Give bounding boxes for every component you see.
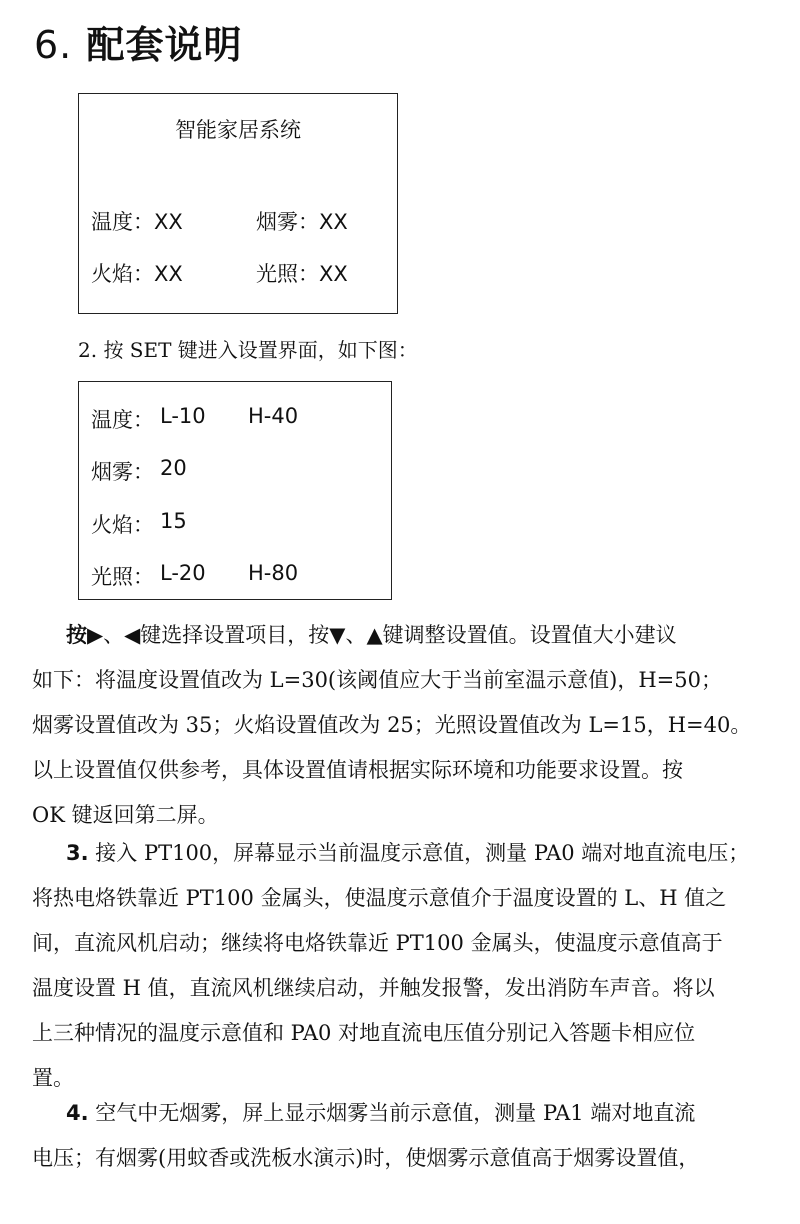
temp-high-value: H-40	[248, 404, 299, 428]
section-heading	[34, 14, 243, 69]
light-readout: 光照：XX	[256, 262, 348, 286]
step-3-paragraph	[32, 831, 772, 1101]
main-screen-diagram	[78, 93, 398, 314]
para3-line2: 电压；有烟雾(用蚊香或洗板水演示)时，使烟雾示意值高于烟雾设置值，	[32, 1146, 700, 1170]
step-3-number: 3.	[66, 841, 89, 865]
settings-caption: 2. 按 SET 键进入设置界面，如下图：	[78, 338, 418, 362]
light-high-value: H-80	[248, 561, 299, 585]
fire-readout: 火焰：XX	[91, 262, 183, 286]
para3-line1: 空气中无烟雾，屏上显示烟雾当前示意值，测量 PA1 端对地直流	[88, 1101, 696, 1125]
temp-readout: 温度：XX	[91, 210, 183, 234]
para2-line5: 上三种情况的温度示意值和 PA0 对地直流电压值分别记入答题卡相应位	[32, 1021, 696, 1045]
system-title: 智能家居系统	[175, 118, 301, 142]
para1-line3: 烟雾设置值改为 35；火焰设置值改为 25；光照设置值改为 L=15，H=40。	[32, 713, 752, 737]
smoke-setting-value: 20	[160, 456, 187, 480]
para2-line3: 间，直流风机启动；继续将电烙铁靠近 PT100 金属头，使温度示意值高于	[32, 931, 723, 955]
fire-setting-value: 15	[160, 509, 187, 533]
para1-line4: 以上设置值仅供参考，具体设置值请根据实际环境和功能要求设置。按	[32, 758, 683, 782]
para2-line4: 温度设置 H 值，直流风机继续启动，并触发报警，发出消防车声音。将以	[32, 976, 715, 1000]
step-4-number: 4.	[66, 1101, 89, 1125]
para1-line2: 如下：将温度设置值改为 L=30(该阈值应大于当前室温示意值)，H=50；	[32, 668, 722, 692]
para2-line1: 接入 PT100，屏幕显示当前温度示意值，测量 PA0 端对地直流电压；	[88, 841, 750, 865]
temp-setting-label: 温度：	[91, 408, 154, 432]
light-low-value: L-20	[160, 561, 206, 585]
para1-line1: ▶、◀键选择设置项目，按▼、▲键调整设置值。设置值大小建议	[87, 623, 677, 647]
fire-setting-label: 火焰：	[91, 513, 154, 537]
settings-instructions	[32, 613, 772, 838]
step-4-paragraph	[32, 1091, 772, 1181]
section-title: 配套说明	[86, 23, 243, 67]
para2-line2: 将热电烙铁靠近 PT100 金属头，使温度示意值介于温度设置的 L、H 值之	[32, 886, 727, 910]
para2-line6: 置。	[32, 1066, 74, 1090]
light-setting-label: 光照：	[91, 565, 154, 589]
settings-screen-diagram	[78, 381, 392, 600]
section-number: 6.	[34, 23, 73, 67]
lead-word: 按	[66, 623, 87, 647]
smoke-setting-label: 烟雾：	[91, 460, 154, 484]
temp-low-value: L-10	[160, 404, 206, 428]
smoke-readout: 烟雾：XX	[256, 210, 348, 234]
para1-line5: OK 键返回第二屏。	[32, 803, 219, 827]
